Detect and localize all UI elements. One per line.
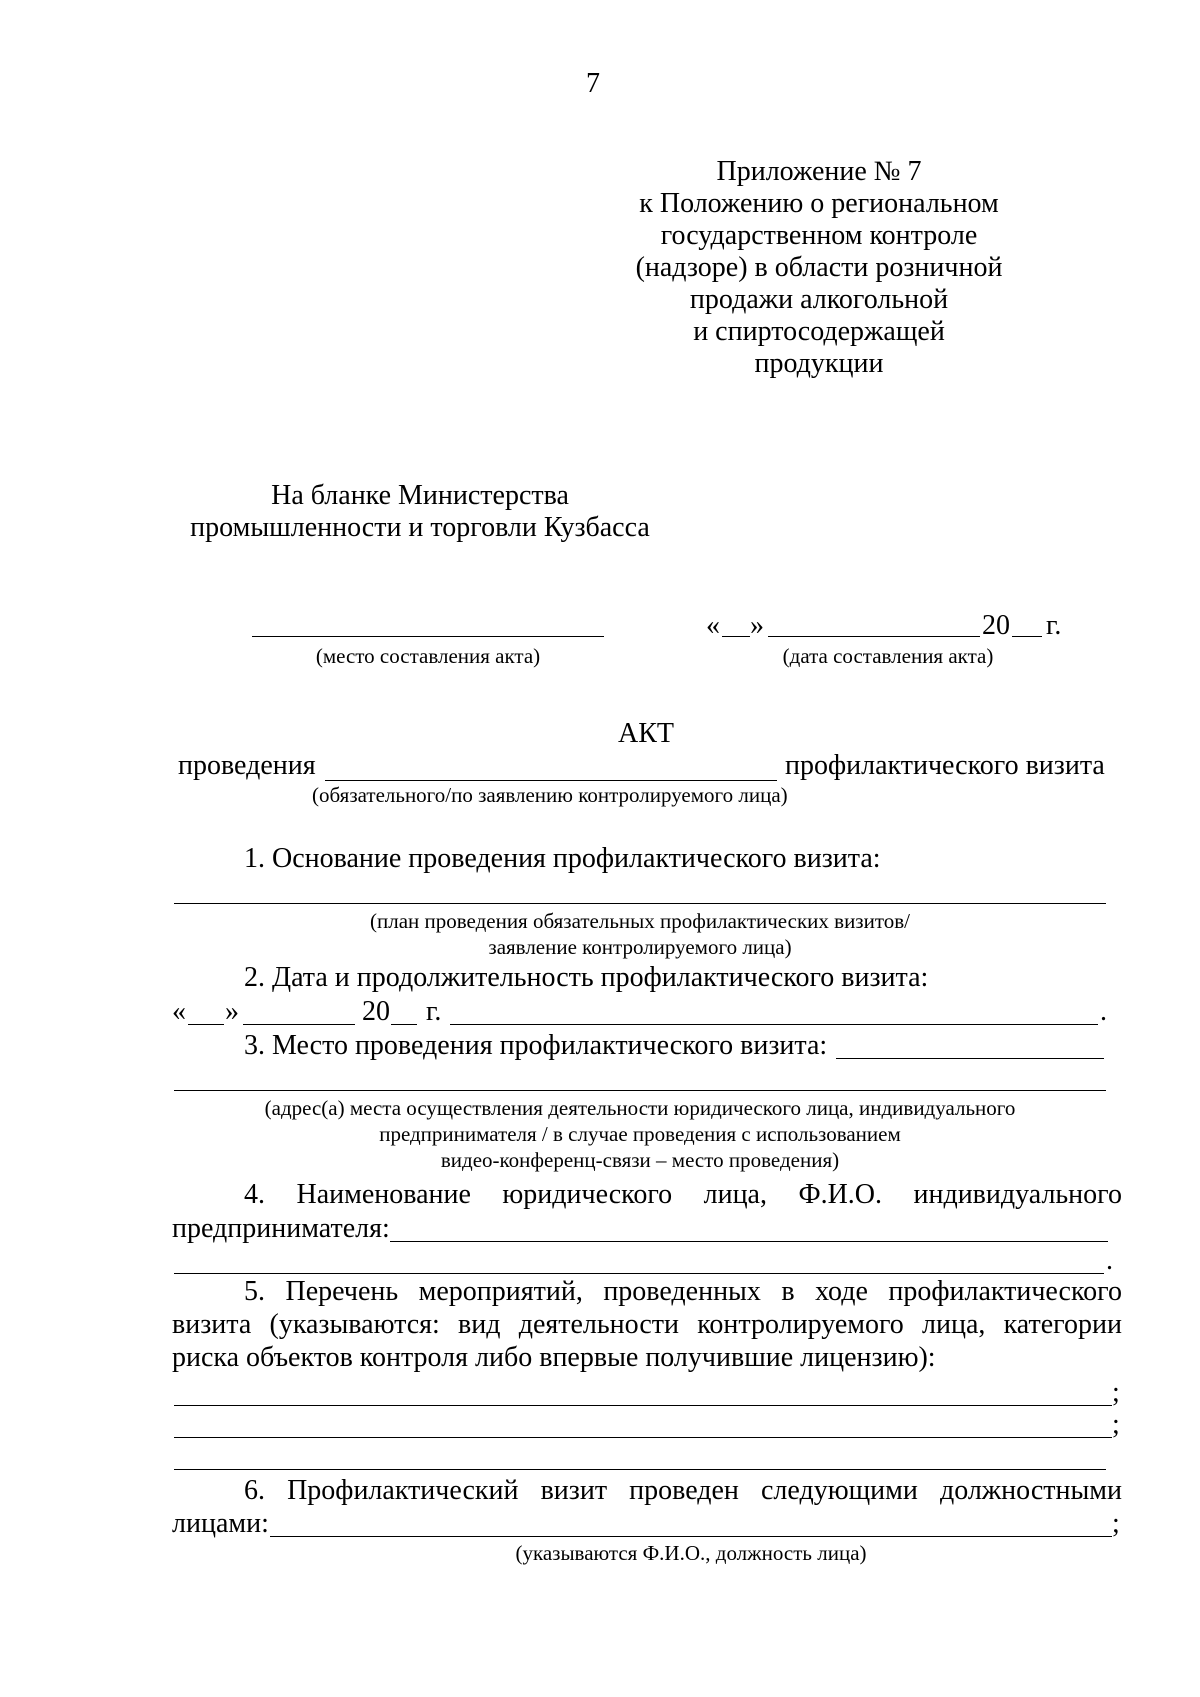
place-caption: (место составления акта) [315, 644, 541, 668]
appendix-line: и спиртосодержащей [693, 316, 945, 347]
section-6-semicolon: ; [1112, 1508, 1120, 1539]
section-2-year-suffix: г. [426, 996, 442, 1027]
section-6-word: должностными [939, 1475, 1122, 1506]
appendix-line: государственном контроле [660, 220, 978, 251]
section-2-day-blank [188, 1024, 224, 1025]
section-2-close-quote: » [225, 996, 239, 1027]
place-blank-line [252, 636, 604, 637]
visit-type-caption: (обязательного/по заявлению контролируемого лица) [312, 783, 788, 807]
visit-type-blank [325, 780, 777, 781]
section-6-label: лицами: [172, 1508, 269, 1539]
section-4-blank [174, 1273, 1104, 1274]
section-5-word: ходе [815, 1276, 868, 1307]
section-2-end-dot: . [1100, 996, 1107, 1027]
date-day-blank [722, 636, 750, 637]
date-year-prefix: 20 [982, 610, 1010, 641]
section-5-word: деятельности [518, 1309, 680, 1340]
section-4-label: предпринимателя: [172, 1213, 390, 1244]
section-1-heading: 1. Основание проведения профилактического визита: [244, 843, 881, 874]
date-caption: (дата составления акта) [782, 644, 994, 668]
section-2-heading: 2. Дата и продолжительность профилактического визита: [244, 962, 929, 993]
subtitle-before: проведения [178, 750, 316, 781]
section-5-word: мероприятий, [418, 1276, 583, 1307]
subtitle-after: профилактического визита [785, 750, 1105, 781]
section-6-word: 6. [244, 1475, 265, 1506]
section-5-word: контролируемого [697, 1309, 904, 1340]
section-4-word: юридического [502, 1179, 673, 1210]
section-2-open-quote: « [172, 996, 186, 1027]
section-6-caption: (указываются Ф.И.О., должность лица) [515, 1541, 867, 1565]
section-5-word: в [781, 1276, 795, 1307]
section-4-word: лица, [703, 1179, 767, 1210]
appendix-line: Приложение № 7 [716, 156, 922, 187]
section-6-word: Профилактический [287, 1475, 519, 1506]
section-5-word: (указываются: [269, 1309, 440, 1340]
appendix-line: (надзоре) в области розничной [635, 252, 1003, 283]
section-5-word: категории [1003, 1309, 1122, 1340]
act-title: АКТ [618, 718, 674, 749]
section-6-word: визит [540, 1475, 608, 1506]
section-5-blank-1 [174, 1405, 1112, 1406]
section-2-year-prefix: 20 [362, 996, 390, 1027]
section-5-line-1 [244, 1276, 1122, 1308]
letterhead-line: На бланке Министерства [271, 480, 569, 511]
section-5-line-3: риска объектов контроля либо впервые получившие лицензию): [172, 1342, 936, 1373]
section-4-word: индивидуального [913, 1179, 1122, 1210]
section-4-label-blank [390, 1241, 1108, 1242]
section-4-line [244, 1179, 1122, 1211]
section-3-caption-line: предпринимателя / в случае проведения с использованием [379, 1122, 901, 1146]
section-6-line-1 [244, 1475, 1122, 1507]
section-2-year-blank [391, 1024, 417, 1025]
section-4-word: 4. [244, 1179, 265, 1210]
section-6-word: проведен [629, 1475, 739, 1506]
page-number: 7 [586, 68, 600, 99]
section-2-month-blank [243, 1024, 355, 1025]
section-5-line-2 [172, 1309, 1122, 1341]
section-5-word: проведенных [603, 1276, 761, 1307]
date-open-quote: « [706, 610, 720, 641]
section-4-word: Наименование [296, 1179, 471, 1210]
section-5-blank-3 [174, 1469, 1106, 1470]
section-2-duration-blank [450, 1024, 1098, 1025]
appendix-line: к Положению о региональном [639, 188, 999, 219]
section-5-word: лица, [922, 1309, 986, 1340]
letterhead-line: промышленности и торговли Кузбасса [190, 512, 650, 543]
date-month-blank [768, 636, 980, 637]
letterhead-note [170, 480, 670, 544]
section-1-caption-line: (план проведения обязательных профилактических визитов/ [369, 909, 910, 933]
section-1-caption [174, 908, 1106, 960]
section-5-semicolon-1: ; [1112, 1377, 1120, 1408]
section-4-end-dot: . [1106, 1245, 1113, 1276]
appendix-line: продукции [754, 348, 884, 379]
section-3-heading-blank [836, 1058, 1104, 1059]
section-5-semicolon-2: ; [1112, 1409, 1120, 1440]
section-5-word: вид [458, 1309, 501, 1340]
section-1-blank [174, 903, 1106, 904]
date-year-blank [1012, 636, 1042, 637]
section-3-blank [174, 1090, 1106, 1091]
appendix-line: продажи алкогольной [689, 284, 949, 315]
section-5-word: профилактического [888, 1276, 1122, 1307]
date-year-suffix: г. [1046, 610, 1062, 641]
section-1-caption-line: заявление контролируемого лица) [488, 935, 792, 959]
section-4-word: Ф.И.О. [798, 1179, 883, 1210]
section-5-word: 5. [244, 1276, 265, 1307]
section-3-heading: 3. Место проведения профилактического визита: [244, 1030, 828, 1061]
section-3-caption-line: видео-конференц-связи – место проведения) [440, 1148, 840, 1172]
section-3-caption [174, 1095, 1106, 1173]
section-3-caption-line: (адрес(а) места осуществления деятельности юридического лица, индивидуального [264, 1096, 1016, 1120]
section-5-word: визита [172, 1309, 252, 1340]
section-6-blank [270, 1536, 1112, 1537]
section-5-blank-2 [174, 1437, 1112, 1438]
section-5-word: Перечень [285, 1276, 399, 1307]
section-6-word: следующими [761, 1475, 918, 1506]
date-close-quote: » [750, 610, 764, 641]
appendix-block [620, 156, 1018, 380]
